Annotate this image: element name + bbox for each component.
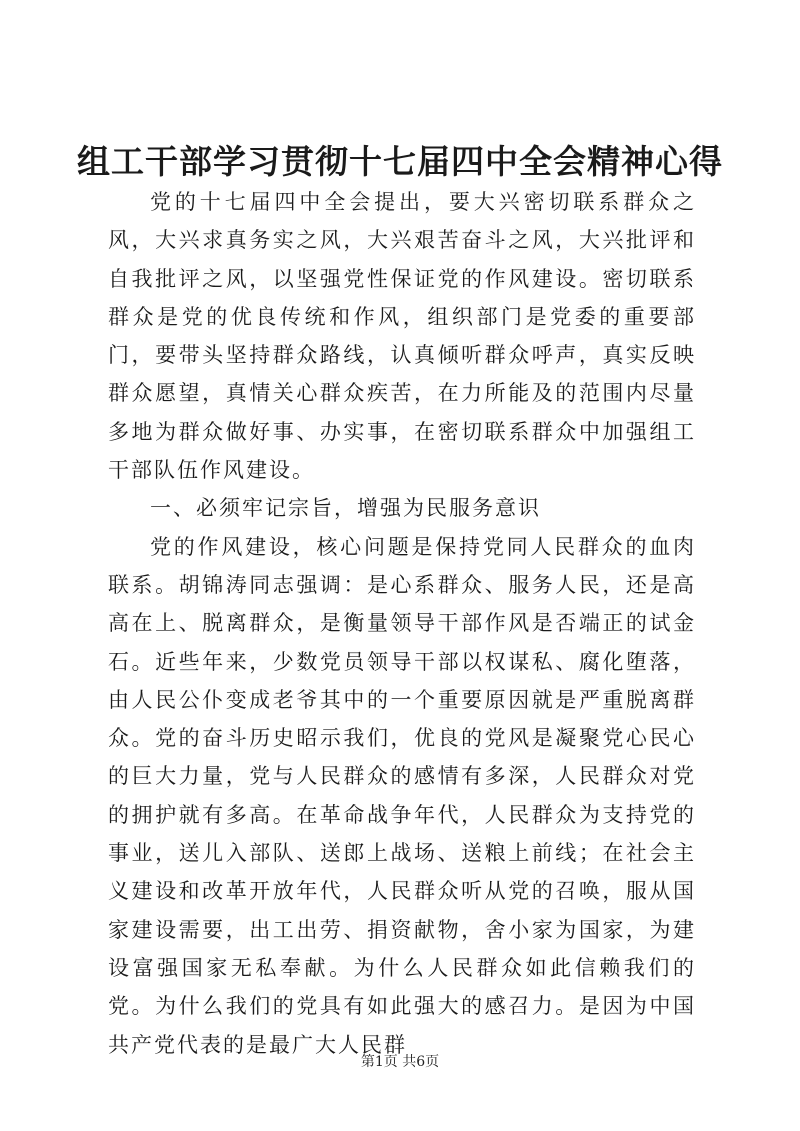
document-body xyxy=(108,183,696,1064)
section-heading: 一、必须牢记宗旨，增强为民服务意识 xyxy=(150,496,541,521)
document-title: 组工干部学习贯彻十七届四中全会精神心得 xyxy=(77,142,723,181)
paragraph-intro: 党的十七届四中全会提出，要大兴密切联系群众之风，大兴求真务实之风，大兴艰苦奋斗之风，大兴批评和自我批评之风，以坚强党性保证党的作风建设。密切联系群众是党的优良传统和作风，组织部门是党委的重要部门，要带头坚持群众路线，认真倾听群众呼声，真实反映群众愿望，真情关心群众疾苦，在力所能及的范围内尽量多地为群众做好事、办实事，在密切联系群众中加强组工干部队伍作风建设。 xyxy=(108,190,696,483)
page-number-footer: 第1页 共6页 xyxy=(360,1054,440,1070)
paragraph-section-one: 党的作风建设，核心问题是保持党同人民群众的血肉联系。胡锦涛同志强调：是心系群众、服务人民，还是高高在上、脱离群众，是衡量领导干部作风是否端正的试金石。近些年来，少数党员领导干部以权谋私、腐化堕落，由人民公仆变成老爷其中的一个重要原因就是严重脱离群众。党的奋斗历史昭示我们，优良的党风是凝聚党心民心的巨大力量，党与人民群众的感情有多深，人民群众对党的拥护就有多高。在革命战争年代，人民群众为支持党的事业，送儿入部队、送郎上战场、送粮上前线；在社会主义建设和改革开放年代，人民群众听从党的召唤，服从国家建设需要，出工出劳、捐资献物，舍小家为国家，为建设富强国家无私奉献。为什么人民群众如此信赖我们的党。为什么我们的党具有如此强大的感召力。是因为中国共产党代表的是最广大人民群 xyxy=(108,534,696,1057)
